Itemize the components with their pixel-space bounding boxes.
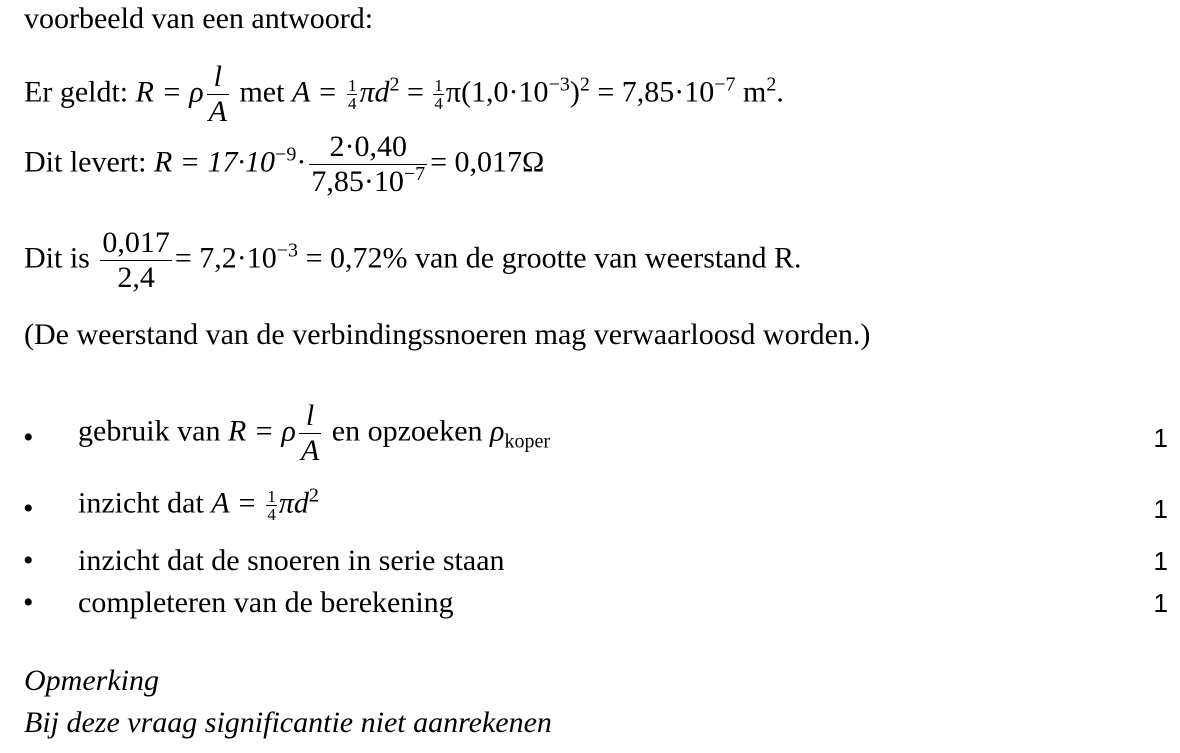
formula-line-resistance: Er geldt: R = ρ $\frac{l}{A}$ met A = $\frac{1}{4}$ $\pi d^2$ = $\frac{1}{4}$ $\pi(1,0\cdot 10^{-3})^2 = 7,85\cdot 10^{-7}$ $m^2$. xyxy=(24,60,784,128)
note-title: Opmerking xyxy=(24,664,159,697)
fraction-quarter-2: $\frac{1}{4}$ xyxy=(434,76,443,113)
bullet-2: • xyxy=(23,492,34,525)
criterion-3: inzicht dat de snoeren in serie staan xyxy=(78,544,505,577)
formula-line-calculation: Dit levert: $R = 17\cdot 10^{-9}\cdot$ $\frac{2\cdot 0,40}{7,85\cdot 10^{-7}}$ = 0,017Ω xyxy=(24,130,545,198)
note-text: Bij deze vraag significantie niet aanrekenen xyxy=(24,706,552,739)
line1-met: met xyxy=(239,75,285,109)
criterion-2: inzicht dat A = $\frac{1}{4}$ $\pi d^2$ xyxy=(78,484,319,524)
fraction-l-over-a: $\frac{l}{A}$ xyxy=(208,60,227,128)
bullet-1: • xyxy=(23,421,34,454)
criterion-1: gebruik van R = ρ $\frac{l}{A}$ en opzoeken $\rho_{koper}$ xyxy=(78,399,550,467)
score-4: 1 xyxy=(1153,588,1168,618)
fraction-quarter: $\frac{1}{4}$ xyxy=(347,76,357,113)
note-line: (De weerstand van de verbindingssnoeren mag verwaarloosd worden.) xyxy=(24,318,871,351)
bullet-4: • xyxy=(23,586,34,619)
score-2: 1 xyxy=(1153,494,1168,524)
line1-prefix: Er geldt: xyxy=(24,75,129,109)
bullet-3: • xyxy=(23,544,34,577)
score-3: 1 xyxy=(1153,546,1168,576)
fraction-ratio: $\frac{0,017}{2,4}$ xyxy=(102,226,170,294)
fraction-quarter-3: $\frac{1}{4}$ xyxy=(267,487,276,524)
criterion-4: completeren van de berekening xyxy=(78,586,454,619)
fraction-l-over-a-2: $\frac{l}{A}$ xyxy=(300,399,320,467)
line2-prefix: Dit levert: xyxy=(24,145,147,179)
score-1: 1 xyxy=(1153,423,1168,453)
intro-text: voorbeeld van een antwoord: xyxy=(24,2,374,35)
formula-line-percentage: Dit is $\frac{0,017}{2,4}$ = $7,2\cdot 10^{-3} = 0,72\%$ van de grootte van weerstand R. xyxy=(24,226,802,294)
fraction-length-over-area: $\frac{2\cdot 0,40}{7,85\cdot 10^{-7}}$ xyxy=(311,130,426,198)
line1-a-eq: A = xyxy=(291,75,338,109)
line1-formula-r: R = ρ xyxy=(135,75,204,109)
